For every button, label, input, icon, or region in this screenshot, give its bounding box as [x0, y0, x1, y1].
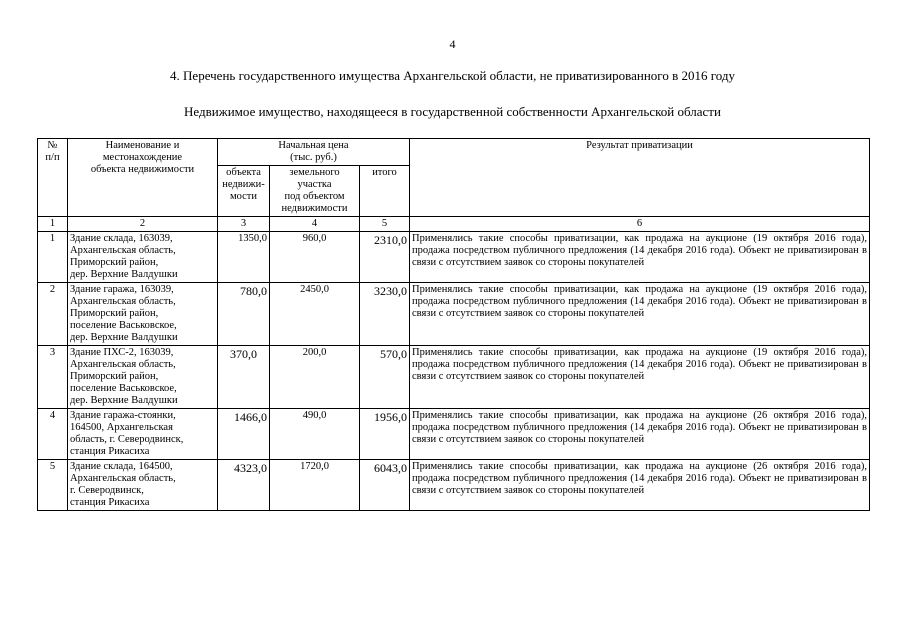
col-number: 2 [68, 217, 218, 232]
header-num: № п/п [38, 139, 68, 217]
row-num: 3 [38, 346, 68, 409]
property-table [37, 138, 870, 511]
row-total: 570,0 [360, 346, 410, 409]
row-land-price: 200,0 [270, 346, 360, 409]
row-result: Применялись такие способы приватизации, как продажа на аукционе (26 октября 2016 года), продажа посредством публичного предложения (14 декабря 2016 года). Объект не приватизирован в связи с отсутствием заявок со стороны покупателей [410, 460, 870, 511]
row-result: Применялись такие способы приватизации, как продажа на аукционе (19 октября 2016 года), продажа посредством публичного предложения (14 декабря 2016 года). Объект не приватизирован в связи с отсутствием заявок со стороны покупателей [410, 232, 870, 283]
row-name: Здание ПХС-2, 163039, Архангельская область, Приморский район, поселение Васьковское, дер. Верхние Валдушки [68, 346, 218, 409]
row-total: 2310,0 [360, 232, 410, 283]
row-num: 2 [38, 283, 68, 346]
row-num: 1 [38, 232, 68, 283]
row-result: Применялись такие способы приватизации, как продажа на аукционе (26 октября 2016 года), продажа посредством публичного предложения (14 декабря 2016 года). Объект не приватизирован в связи с отсутствием заявок со стороны покупателей [410, 409, 870, 460]
row-object-price: 370,0 [218, 346, 270, 409]
table-row [38, 409, 870, 460]
row-object-price: 1350,0 [218, 232, 270, 283]
row-total: 3230,0 [360, 283, 410, 346]
header-price: Начальная цена (тыс. руб.) [218, 139, 410, 166]
col-number: 4 [270, 217, 360, 232]
col-number: 5 [360, 217, 410, 232]
row-name: Здание склада, 164500, Архангельская область, г. Северодвинск, станция Рикасиха [68, 460, 218, 511]
row-name: Здание гаража, 163039, Архангельская область, Приморский район, поселение Васьковское, дер. Верхние Валдушки [68, 283, 218, 346]
header-object: объекта недвижи- мости [218, 166, 270, 217]
row-num: 5 [38, 460, 68, 511]
row-num: 4 [38, 409, 68, 460]
col-number: 3 [218, 217, 270, 232]
header-total: итого [360, 166, 410, 217]
row-object-price: 4323,0 [218, 460, 270, 511]
page-number: 4 [449, 37, 456, 51]
col-number: 1 [38, 217, 68, 232]
row-land-price: 1720,0 [270, 460, 360, 511]
header-name: Наименование и местонахождение объекта недвижимости [68, 139, 218, 217]
header-row-1 [38, 139, 870, 166]
table-row [38, 232, 870, 283]
header-land: земельного участка под объектом недвижимости [270, 166, 360, 217]
column-number-row [38, 217, 870, 232]
row-land-price: 960,0 [270, 232, 360, 283]
table-row [38, 283, 870, 346]
row-total: 6043,0 [360, 460, 410, 511]
row-object-price: 1466,0 [218, 409, 270, 460]
header-result: Результат приватизации [410, 139, 870, 217]
document-title: 4. Перечень государственного имущества Архангельской области, не приватизированного в 2016 году [170, 68, 735, 83]
table-row [38, 460, 870, 511]
row-result: Применялись такие способы приватизации, как продажа на аукционе (19 октября 2016 года), продажа посредством публичного предложения (14 декабря 2016 года). Объект не приватизирован в связи с отсутствием заявок со стороны покупателей [410, 346, 870, 409]
col-number: 6 [410, 217, 870, 232]
row-object-price: 780,0 [218, 283, 270, 346]
row-total: 1956,0 [360, 409, 410, 460]
row-land-price: 2450,0 [270, 283, 360, 346]
row-land-price: 490,0 [270, 409, 360, 460]
row-name: Здание гаража-стоянки, 164500, Архангельская область, г. Северодвинск, станция Рикасиха [68, 409, 218, 460]
row-name: Здание склада, 163039, Архангельская область, Приморский район, дер. Верхние Валдушки [68, 232, 218, 283]
table-row [38, 346, 870, 409]
row-result: Применялись такие способы приватизации, как продажа на аукционе (19 октября 2016 года), продажа посредством публичного предложения (14 декабря 2016 года). Объект не приватизирован в связи с отсутствием заявок со стороны покупателей [410, 283, 870, 346]
document-subtitle: Недвижимое имущество, находящееся в государственной собственности Архангельской области [184, 104, 721, 119]
